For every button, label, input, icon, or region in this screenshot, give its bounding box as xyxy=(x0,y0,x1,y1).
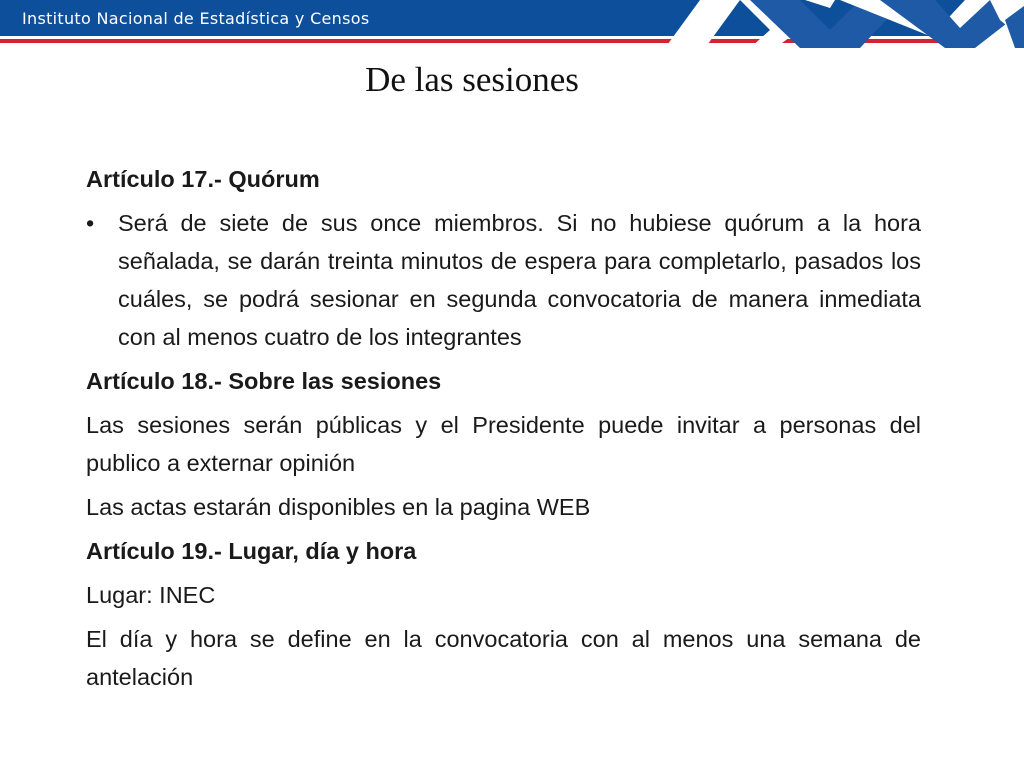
article-19-paragraph-1: Lugar: INEC xyxy=(86,582,216,608)
article-18-heading: Artículo 18.- Sobre las sesiones xyxy=(86,368,442,394)
institution-name: Instituto Nacional de Estadística y Censos xyxy=(22,9,370,28)
article-19-heading: Artículo 19.- Lugar, día y hora xyxy=(86,538,417,564)
article-18-paragraph-1: Las sesiones serán públicas y el Presidente puede invitar a personas del publico a externar opinión xyxy=(86,412,921,476)
slide-content xyxy=(86,160,921,702)
header-red-stripe xyxy=(0,39,1024,43)
article-19-paragraph-2: El día y hora se define en la convocatoria con al menos una semana de antelación xyxy=(86,626,921,690)
article-17-heading: Artículo 17.- Quórum xyxy=(86,166,320,192)
slide-title: De las sesiones xyxy=(365,60,579,99)
bullet-icon: • xyxy=(86,210,95,236)
header-band xyxy=(0,0,1024,48)
article-17-bullet xyxy=(86,204,921,356)
article-18-paragraph-2: Las actas estarán disponibles en la pagina WEB xyxy=(86,494,591,520)
article-17-text: Será de siete de sus once miembros. Si no hubiese quórum a la hora señalada, se darán treinta minutos de espera para completarlo, pasados los cuáles, se podrá sesionar en segunda convocatoria de manera inmediata con al menos cuatro de los integrantes xyxy=(118,210,921,350)
